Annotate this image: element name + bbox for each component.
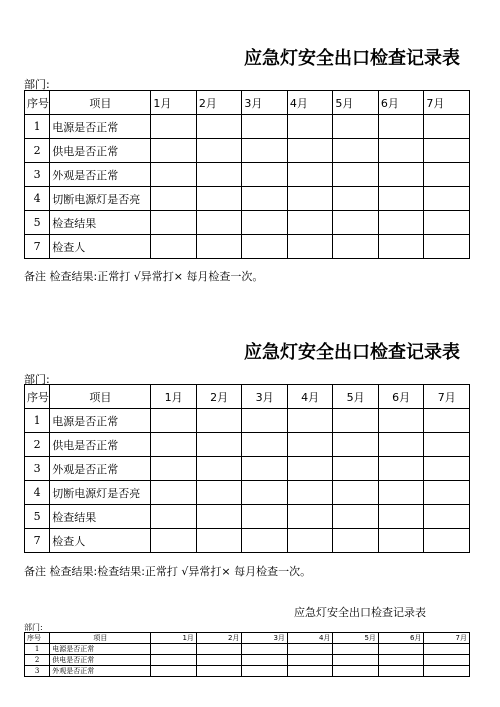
cell[interactable] — [287, 187, 333, 211]
table-row — [25, 666, 470, 677]
cell[interactable] — [287, 139, 333, 163]
header-month-7: 7月 — [424, 385, 470, 409]
cell[interactable] — [424, 481, 470, 505]
cell[interactable] — [242, 433, 288, 457]
table-row — [25, 433, 470, 457]
cell[interactable] — [424, 529, 470, 553]
row-item: 供电是否正常 — [50, 139, 151, 163]
row-item: 电源是否正常 — [50, 115, 151, 139]
row-index: 3 — [25, 457, 50, 481]
cell[interactable] — [287, 235, 333, 259]
row-item: 电源是否正常 — [50, 644, 151, 655]
cell[interactable] — [287, 409, 333, 433]
row-index: 3 — [25, 666, 50, 677]
cell[interactable] — [424, 666, 470, 677]
cell[interactable] — [242, 115, 288, 139]
cell[interactable] — [378, 505, 424, 529]
cell[interactable] — [287, 163, 333, 187]
row-item: 供电是否正常 — [50, 433, 151, 457]
cell[interactable] — [378, 187, 424, 211]
cell[interactable] — [196, 529, 242, 553]
table-row — [25, 139, 470, 163]
row-item: 供电是否正常 — [50, 655, 151, 666]
table-row — [25, 644, 470, 655]
header-index: 序号 — [25, 385, 50, 409]
cell[interactable] — [333, 529, 379, 553]
cell[interactable] — [333, 433, 379, 457]
cell[interactable] — [196, 644, 242, 655]
cell[interactable] — [196, 163, 242, 187]
table-row — [25, 481, 470, 505]
cell[interactable] — [333, 409, 379, 433]
cell[interactable] — [287, 505, 333, 529]
row-item: 检查结果 — [50, 211, 151, 235]
cell[interactable] — [333, 481, 379, 505]
cell[interactable] — [378, 481, 424, 505]
form-title: 应急灯安全出口检查记录表 — [294, 606, 426, 619]
cell[interactable] — [196, 433, 242, 457]
cell[interactable] — [287, 211, 333, 235]
cell[interactable] — [378, 655, 424, 666]
row-item: 检查人 — [50, 235, 151, 259]
row-index: 3 — [25, 163, 50, 187]
cell[interactable] — [378, 666, 424, 677]
cell[interactable] — [242, 235, 288, 259]
inspection-table — [24, 384, 470, 553]
cell[interactable] — [242, 481, 288, 505]
header-month-2: 2月 — [196, 385, 242, 409]
table-row — [25, 163, 470, 187]
cell[interactable] — [242, 529, 288, 553]
cell[interactable] — [333, 115, 379, 139]
header-item: 项目 — [50, 633, 151, 644]
cell[interactable] — [151, 409, 197, 433]
header-index: 序号 — [25, 91, 50, 115]
row-item: 外观是否正常 — [50, 666, 151, 677]
table-row — [25, 409, 470, 433]
cell[interactable] — [242, 505, 288, 529]
header-month-6: 6月 — [378, 91, 424, 115]
table-row — [25, 505, 470, 529]
row-index: 1 — [25, 115, 50, 139]
row-index: 7 — [25, 235, 50, 259]
department-label: 部门: — [24, 373, 50, 386]
cell[interactable] — [424, 644, 470, 655]
header-item: 项目 — [50, 385, 151, 409]
table-header-row — [25, 385, 470, 409]
cell[interactable] — [196, 655, 242, 666]
cell[interactable] — [151, 211, 197, 235]
cell[interactable] — [242, 655, 288, 666]
cell[interactable] — [333, 457, 379, 481]
cell[interactable] — [333, 211, 379, 235]
cell[interactable] — [424, 433, 470, 457]
header-month-6: 6月 — [378, 385, 424, 409]
inspection-form-3 — [24, 604, 470, 694]
cell[interactable] — [378, 457, 424, 481]
cell[interactable] — [424, 655, 470, 666]
cell[interactable] — [196, 235, 242, 259]
row-item: 切断电源灯是否亮 — [50, 187, 151, 211]
cell[interactable] — [424, 211, 470, 235]
cell[interactable] — [287, 457, 333, 481]
inspection-form-1 — [24, 44, 470, 294]
header-month-4: 4月 — [287, 91, 333, 115]
cell[interactable] — [287, 433, 333, 457]
row-index: 4 — [25, 187, 50, 211]
row-index: 2 — [25, 433, 50, 457]
cell[interactable] — [196, 481, 242, 505]
row-index: 5 — [25, 211, 50, 235]
row-index: 1 — [25, 409, 50, 433]
cell[interactable] — [424, 457, 470, 481]
cell[interactable] — [242, 409, 288, 433]
cell[interactable] — [151, 655, 197, 666]
cell[interactable] — [242, 211, 288, 235]
row-item: 外观是否正常 — [50, 163, 151, 187]
cell[interactable] — [151, 115, 197, 139]
cell[interactable] — [287, 529, 333, 553]
cell[interactable] — [333, 139, 379, 163]
cell[interactable] — [287, 481, 333, 505]
table-header-row — [25, 633, 470, 644]
table-row — [25, 187, 470, 211]
row-item: 外观是否正常 — [50, 457, 151, 481]
cell[interactable] — [151, 433, 197, 457]
cell[interactable] — [333, 163, 379, 187]
header-month-2: 2月 — [196, 91, 242, 115]
department-label: 部门: — [24, 623, 43, 632]
cell[interactable] — [151, 481, 197, 505]
form-title: 应急灯安全出口检查记录表 — [244, 48, 460, 69]
cell[interactable] — [378, 433, 424, 457]
header-month-1: 1月 — [151, 385, 197, 409]
table-row — [25, 655, 470, 666]
cell[interactable] — [242, 644, 288, 655]
cell[interactable] — [151, 139, 197, 163]
header-index: 序号 — [25, 633, 50, 644]
cell[interactable] — [424, 409, 470, 433]
row-index: 2 — [25, 655, 50, 666]
cell[interactable] — [196, 666, 242, 677]
row-index: 5 — [25, 505, 50, 529]
row-item: 检查人 — [50, 529, 151, 553]
row-item: 检查结果 — [50, 505, 151, 529]
header-month-5: 5月 — [333, 385, 379, 409]
table-row — [25, 457, 470, 481]
cell[interactable] — [424, 505, 470, 529]
inspection-table — [24, 632, 470, 677]
cell[interactable] — [378, 644, 424, 655]
cell[interactable] — [378, 211, 424, 235]
form-title: 应急灯安全出口检查记录表 — [244, 342, 460, 363]
cell[interactable] — [151, 505, 197, 529]
cell[interactable] — [424, 139, 470, 163]
cell[interactable] — [333, 187, 379, 211]
header-month-6: 6月 — [378, 633, 424, 644]
header-month-7: 7月 — [424, 91, 470, 115]
cell[interactable] — [333, 235, 379, 259]
header-month-2: 2月 — [196, 633, 242, 644]
cell[interactable] — [378, 529, 424, 553]
cell[interactable] — [196, 457, 242, 481]
cell[interactable] — [287, 644, 333, 655]
cell[interactable] — [242, 163, 288, 187]
cell[interactable] — [333, 505, 379, 529]
cell[interactable] — [424, 115, 470, 139]
inspection-form-2 — [24, 338, 470, 588]
row-index: 7 — [25, 529, 50, 553]
department-label: 部门: — [24, 78, 50, 91]
row-index: 1 — [25, 644, 50, 655]
header-month-4: 4月 — [287, 633, 333, 644]
cell[interactable] — [196, 505, 242, 529]
cell[interactable] — [151, 163, 197, 187]
cell[interactable] — [378, 115, 424, 139]
header-month-3: 3月 — [242, 91, 288, 115]
cell[interactable] — [242, 457, 288, 481]
cell[interactable] — [242, 666, 288, 677]
table-row — [25, 211, 470, 235]
header-month-7: 7月 — [424, 633, 470, 644]
remarks-note: 备注 检查结果:检查结果:正常打 √异常打× 每月检查一次。 — [24, 565, 312, 578]
header-month-3: 3月 — [242, 633, 288, 644]
cell[interactable] — [196, 187, 242, 211]
cell[interactable] — [242, 187, 288, 211]
cell[interactable] — [424, 235, 470, 259]
cell[interactable] — [333, 666, 379, 677]
cell[interactable] — [378, 163, 424, 187]
cell[interactable] — [151, 187, 197, 211]
header-month-3: 3月 — [242, 385, 288, 409]
table-row — [25, 529, 470, 553]
cell[interactable] — [151, 457, 197, 481]
row-item: 电源是否正常 — [50, 409, 151, 433]
cell[interactable] — [378, 139, 424, 163]
cell[interactable] — [287, 666, 333, 677]
header-month-1: 1月 — [151, 633, 197, 644]
table-row — [25, 115, 470, 139]
cell[interactable] — [196, 211, 242, 235]
cell[interactable] — [287, 115, 333, 139]
cell[interactable] — [151, 666, 197, 677]
remarks-note: 备注 检查结果:正常打 √异常打× 每月检查一次。 — [24, 270, 264, 283]
header-month-4: 4月 — [287, 385, 333, 409]
row-item: 切断电源灯是否亮 — [50, 481, 151, 505]
inspection-table — [24, 90, 470, 259]
cell[interactable] — [196, 409, 242, 433]
header-month-5: 5月 — [333, 91, 379, 115]
row-index: 2 — [25, 139, 50, 163]
cell[interactable] — [333, 655, 379, 666]
table-header-row — [25, 91, 470, 115]
cell[interactable] — [196, 115, 242, 139]
cell[interactable] — [151, 644, 197, 655]
cell[interactable] — [333, 644, 379, 655]
table-row — [25, 235, 470, 259]
row-index: 4 — [25, 481, 50, 505]
cell[interactable] — [196, 139, 242, 163]
header-item: 项目 — [50, 91, 151, 115]
cell[interactable] — [424, 163, 470, 187]
cell[interactable] — [151, 529, 197, 553]
cell[interactable] — [424, 187, 470, 211]
cell[interactable] — [378, 409, 424, 433]
header-month-1: 1月 — [151, 91, 197, 115]
cell[interactable] — [151, 235, 197, 259]
cell[interactable] — [378, 235, 424, 259]
cell[interactable] — [242, 139, 288, 163]
header-month-5: 5月 — [333, 633, 379, 644]
cell[interactable] — [287, 655, 333, 666]
